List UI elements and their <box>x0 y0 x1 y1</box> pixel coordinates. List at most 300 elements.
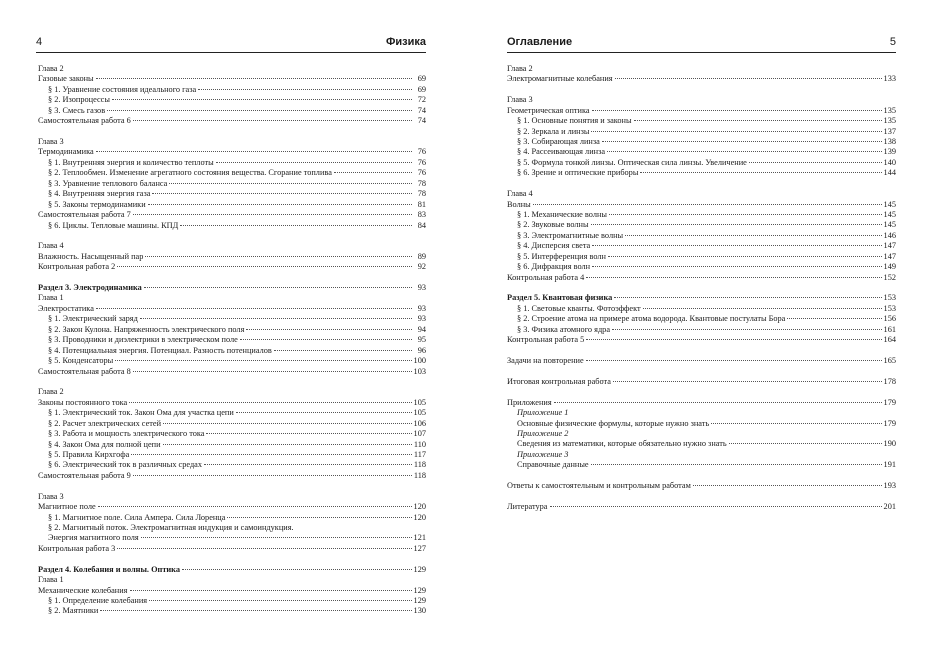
toc-dot-leader <box>133 119 412 121</box>
toc-entry <box>507 106 896 116</box>
toc-entry <box>507 210 896 220</box>
toc-entry <box>38 252 426 262</box>
toc-entry-page: 89 <box>417 251 426 261</box>
toc-entry <box>507 252 896 262</box>
toc-dot-leader <box>729 442 882 444</box>
toc-entry-page: 120 <box>413 512 426 522</box>
toc-dot-leader <box>66 496 412 497</box>
toc-entry <box>507 273 896 283</box>
toc-entry-page: 93 <box>417 314 426 324</box>
toc-entry <box>507 147 896 157</box>
toc-dot-leader <box>145 255 412 257</box>
toc-dot-leader <box>117 265 412 267</box>
toc-dot-leader <box>711 422 881 424</box>
toc-entry-page: 103 <box>413 366 426 376</box>
toc-entry-page: 118 <box>413 460 426 470</box>
toc-dot-leader <box>112 98 412 100</box>
toc-entry <box>38 596 426 606</box>
toc-entry-title: Глава 2 <box>38 387 64 397</box>
toc-entry-page: 129 <box>413 585 426 595</box>
toc-entry-page: 105 <box>413 408 426 418</box>
toc-entry-page: 153 <box>883 303 896 313</box>
toc-entry-page: 152 <box>883 272 896 282</box>
toc-entry <box>38 325 426 335</box>
toc-entry-title: Электромагнитные колебания <box>507 74 613 84</box>
toc-entry-page: 93 <box>417 303 426 313</box>
toc-dot-leader <box>66 245 412 246</box>
toc-entry-title: Самостоятельная работа 7 <box>38 210 131 220</box>
toc-entry-title: Сведения из математики, которые обязательно нужно знать <box>517 439 727 449</box>
toc-entry-page: 129 <box>413 596 426 606</box>
toc-entry-title: Раздел 3. Электродинамика <box>38 283 142 293</box>
toc-entry-page: 130 <box>413 606 426 616</box>
toc-entry-title: § 3. Физика атомного ядра <box>517 324 610 334</box>
toc-dot-leader <box>533 203 882 205</box>
toc-entry <box>38 314 426 324</box>
toc-dot-leader <box>169 182 412 184</box>
toc-dot-leader <box>129 401 411 403</box>
toc-dot-leader <box>592 244 881 246</box>
toc-dot-leader <box>535 99 882 100</box>
toc-dot-leader <box>586 338 881 340</box>
toc-entry-page: 201 <box>883 502 896 511</box>
toc-entry-title: Приложение 1 <box>517 408 569 418</box>
toc-entry <box>507 429 896 439</box>
toc-entry <box>507 64 896 74</box>
toc-dot-leader <box>609 213 882 215</box>
toc-dot-leader <box>152 192 412 194</box>
toc-entry <box>507 241 896 251</box>
toc-entry <box>38 367 426 377</box>
toc-entry-page: 105 <box>413 397 426 407</box>
toc-entry-title: Раздел 4. Колебания и волны. Оптика <box>38 564 180 574</box>
toc-entry-page: 74 <box>417 105 426 115</box>
toc-dot-leader <box>615 77 882 79</box>
toc-dot-leader <box>607 150 882 152</box>
toc-dot-leader <box>198 88 412 90</box>
toc-entry-title: Основные физические формулы, которые нужно знать <box>517 418 710 428</box>
toc-entry-title: § 5. Конденсаторы <box>48 356 114 366</box>
toc-dot-leader <box>66 297 412 298</box>
toc-entry <box>507 158 896 168</box>
page-number: 4 <box>36 36 43 48</box>
toc-dot-leader <box>570 412 882 413</box>
toc-dot-leader <box>163 443 412 445</box>
toc-entry <box>507 231 896 241</box>
toc-dot-leader <box>141 536 412 538</box>
toc-entry <box>38 85 426 95</box>
toc-entry <box>38 200 426 210</box>
toc-entry-title: Механические колебания <box>38 585 128 595</box>
toc-entry-page: 137 <box>883 126 896 136</box>
toc-entry-page: 138 <box>883 137 896 147</box>
toc-entry <box>38 64 426 74</box>
toc-dot-leader <box>586 359 882 361</box>
toc-entry-title: Глава 2 <box>507 64 533 73</box>
toc-dot-leader <box>570 454 882 455</box>
toc-entry <box>38 460 426 470</box>
toc-entry-title: § 4. Рассеивающая линза <box>517 147 606 157</box>
toc-entry <box>38 502 426 512</box>
toc-entry-title: § 3. Смесь газов <box>48 105 106 115</box>
toc-entry-page: 107 <box>413 429 426 439</box>
toc-dot-leader <box>130 589 412 591</box>
toc-entry <box>38 492 426 502</box>
toc-entry-page: 81 <box>417 199 426 209</box>
toc-entry-title: § 5. Законы термодинамики <box>48 199 146 209</box>
toc-entry-title: § 5. Правила Кирхгофа <box>48 450 130 459</box>
toc-entry <box>38 440 426 450</box>
toc-entry-page: 161 <box>883 324 896 334</box>
toc-dot-leader <box>96 307 412 309</box>
toc-entry-title: Глава 1 <box>38 575 64 585</box>
toc-entry-title: § 4. Потенциальная энергия. Потенциал. Разность потенциалов <box>48 345 272 355</box>
toc-entry-title: § 2. Расчет электрических сетей <box>48 418 162 428</box>
toc-entry <box>38 179 426 189</box>
toc-entry-page: 139 <box>883 147 896 157</box>
toc-entry-title: § 4. Внутренняя энергия газа <box>48 189 151 199</box>
toc-entry-title: § 3. Уравнение теплового баланса <box>48 178 168 188</box>
toc-entry <box>507 293 896 303</box>
toc-entry-title: § 3. Электромагнитные волны <box>517 230 624 240</box>
toc-entry-page: 118 <box>413 470 426 480</box>
toc-dot-leader <box>204 463 412 465</box>
toc-entry-page: 129 <box>413 564 426 574</box>
toc-entry-title: § 1. Внутренняя энергия и количество теплоты <box>48 157 214 167</box>
toc-dot-leader <box>117 547 411 549</box>
toc-entry <box>507 262 896 272</box>
toc-dot-leader <box>66 579 412 580</box>
toc-entry <box>38 95 426 105</box>
toc-entry <box>38 387 426 397</box>
toc-entry-page: 110 <box>413 439 426 449</box>
toc-entry <box>38 346 426 356</box>
toc-entry <box>38 116 426 126</box>
toc-dot-leader <box>206 432 411 434</box>
toc-entry-title: § 2. Изопроцессы <box>48 95 110 105</box>
toc-entry-page: 179 <box>883 418 896 428</box>
toc-entry <box>38 586 426 596</box>
toc-entry <box>507 356 896 366</box>
toc-entry-title: § 6. Зрение и оптические приборы <box>517 168 639 178</box>
toc-dot-leader <box>96 77 412 79</box>
toc-entry-page: 74 <box>417 116 426 126</box>
toc-entry <box>507 127 896 137</box>
toc-entry <box>38 575 426 585</box>
toc-entry <box>38 419 426 429</box>
page-header <box>36 36 426 53</box>
toc-entry <box>507 220 896 230</box>
toc-entry-page: 140 <box>883 157 896 167</box>
toc-entry-page: 144 <box>883 168 896 178</box>
toc-dot-leader <box>613 380 882 382</box>
toc-entry-page: 156 <box>883 314 896 324</box>
toc-dot-leader <box>592 265 881 267</box>
toc-entry-title: Магнитное поле <box>38 502 96 512</box>
toc-entry-page: 92 <box>417 262 426 272</box>
toc-entry-page: 145 <box>883 210 896 220</box>
toc-dot-leader <box>550 505 882 507</box>
toc-dot-leader <box>148 203 412 205</box>
toc-entry-page: 100 <box>413 356 426 366</box>
toc-entry-title: § 2. Закон Кулона. Напряженность электрического поля <box>48 324 245 334</box>
toc-entry-title: Энергия магнитного поля <box>48 533 139 543</box>
toc-dot-leader <box>140 317 412 319</box>
toc-entry-page: 93 <box>417 283 426 293</box>
toc-dot-leader <box>66 68 412 69</box>
toc-entry-title: Самостоятельная работа 6 <box>38 116 131 126</box>
toc-entry <box>507 200 896 210</box>
toc-dot-leader <box>334 171 412 173</box>
toc-entry <box>38 606 426 616</box>
toc-entry-title: § 6. Циклы. Тепловые машины. КПД <box>48 220 179 230</box>
toc-entry-title: Волны <box>507 199 531 209</box>
toc-entry-title: § 4. Закон Ома для полной цепи <box>48 439 161 449</box>
toc-entry-page: 78 <box>417 178 426 188</box>
toc-entry <box>507 116 896 126</box>
toc-entry <box>507 168 896 178</box>
toc-entry <box>507 481 896 491</box>
toc-entry-page: 117 <box>413 450 426 459</box>
table-of-contents <box>38 64 426 617</box>
toc-entry-page: 120 <box>413 502 426 512</box>
toc-entry-page: 76 <box>417 157 426 167</box>
toc-entry-title: § 5. Интерференция волн <box>517 251 606 261</box>
toc-entry <box>507 74 896 84</box>
toc-dot-leader <box>625 234 881 236</box>
toc-entry-page: 95 <box>417 335 426 345</box>
toc-dot-leader <box>133 213 412 215</box>
toc-entry-page: 190 <box>883 439 896 449</box>
toc-entry-title: Раздел 5. Квантовая физика <box>507 293 613 303</box>
toc-dot-leader <box>107 109 412 111</box>
running-title: Оглавление <box>507 36 573 48</box>
toc-dot-leader <box>240 338 412 340</box>
toc-entry-page: 153 <box>883 293 896 303</box>
toc-entry <box>38 356 426 366</box>
toc-dot-leader <box>693 484 882 486</box>
toc-entry-title: Задачи на повторение <box>507 356 584 366</box>
toc-entry-title: Электростатика <box>38 303 94 313</box>
toc-entry <box>38 241 426 251</box>
toc-entry <box>38 137 426 147</box>
toc-entry-title: Газовые законы <box>38 74 94 84</box>
toc-entry-title: § 1. Электрический ток. Закон Ома для участка цепи <box>48 408 234 418</box>
toc-entry-title: § 2. Звуковые волны <box>517 220 589 230</box>
toc-entry <box>507 95 896 105</box>
toc-dot-leader <box>182 568 412 570</box>
toc-entry-title: Влажность. Насыщенный пар <box>38 251 144 261</box>
toc-entry-title: § 1. Магнитное поле. Сила Ампера. Сила Лоренца <box>48 512 226 522</box>
running-title: Физика <box>385 36 426 48</box>
toc-entry-title: § 1. Основные понятия и законы <box>517 116 632 126</box>
page-number: 5 <box>889 36 896 48</box>
toc-dot-leader <box>180 224 412 226</box>
toc-dot-leader <box>586 276 881 278</box>
toc-entry <box>38 158 426 168</box>
toc-entry <box>507 460 896 470</box>
toc-entry <box>38 523 426 533</box>
toc-dot-leader <box>66 391 412 392</box>
toc-entry-page: 191 <box>883 460 896 470</box>
toc-entry-page: 76 <box>417 147 426 157</box>
toc-dot-leader <box>592 109 882 111</box>
toc-entry-page: 164 <box>883 335 896 345</box>
toc-entry-page: 193 <box>883 481 896 491</box>
toc-entry-title: Глава 3 <box>38 491 64 501</box>
toc-entry-title: § 2. Строение атома на примере атома водорода. Квантовые постулаты Бора <box>517 314 786 324</box>
toc-entry-title: Итоговая контрольная работа <box>507 376 611 386</box>
toc-dot-leader <box>570 433 882 434</box>
toc-entry-page: 94 <box>417 324 426 334</box>
toc-dot-leader <box>246 328 412 330</box>
toc-dot-leader <box>163 422 412 424</box>
toc-dot-leader <box>612 328 882 330</box>
toc-entry-title: Контрольная работа 3 <box>38 543 116 553</box>
toc-entry <box>38 106 426 116</box>
toc-entry <box>38 544 426 554</box>
toc-entry <box>38 335 426 345</box>
toc-entry-title: Приложение 2 <box>517 429 569 439</box>
toc-entry-page: 145 <box>883 199 896 209</box>
toc-entry <box>38 168 426 178</box>
toc-dot-leader <box>98 505 412 507</box>
toc-entry-page: 146 <box>883 230 896 240</box>
toc-entry-title: § 1. Механические волны <box>517 210 607 220</box>
toc-entry-title: § 2. Маятники <box>48 606 99 616</box>
toc-entry-page: 84 <box>417 220 426 230</box>
toc-dot-leader <box>296 527 412 528</box>
toc-entry <box>38 283 426 293</box>
toc-entry-title: Глава 4 <box>38 241 64 251</box>
toc-dot-leader <box>554 401 882 403</box>
toc-entry <box>38 471 426 481</box>
toc-dot-leader <box>602 140 882 142</box>
toc-entry-page: 179 <box>883 397 896 407</box>
toc-entry-title: § 3. Работа и мощность электрического тока <box>48 429 205 439</box>
toc-dot-leader <box>787 317 881 319</box>
toc-entry-title: Законы постоянного тока <box>38 397 128 407</box>
toc-dot-leader <box>66 141 412 142</box>
toc-entry <box>507 137 896 147</box>
toc-entry-page: 106 <box>413 418 426 428</box>
toc-entry <box>507 189 896 199</box>
toc-entry <box>38 429 426 439</box>
toc-entry-page: 147 <box>883 241 896 251</box>
toc-dot-leader <box>591 130 881 132</box>
toc-entry <box>507 314 896 324</box>
toc-entry-title: § 5. Формула тонкой линзы. Оптическая сила линзы. Увеличение <box>517 157 747 167</box>
toc-entry <box>38 293 426 303</box>
toc-entry-title: Самостоятельная работа 9 <box>38 470 131 480</box>
toc-entry-title: § 3. Проводники и диэлектрики в электрическом поле <box>48 335 238 345</box>
toc-entry <box>38 189 426 199</box>
toc-entry-page: 127 <box>413 543 426 553</box>
toc-entry-title: § 2. Теплообмен. Изменение агрегатного состояния вещества. Сгорание топлива <box>48 168 332 178</box>
toc-entry-page: 147 <box>883 251 896 261</box>
toc-entry-title: Термодинамика <box>38 147 94 157</box>
toc-entry-title: Геометрическая оптика <box>507 105 590 115</box>
toc-entry <box>38 398 426 408</box>
toc-dot-leader <box>535 68 882 69</box>
toc-entry-title: § 1. Уравнение состояния идеального газа <box>48 84 197 94</box>
toc-dot-leader <box>614 296 881 298</box>
toc-entry-title: Глава 2 <box>38 64 64 73</box>
toc-dot-leader <box>144 286 412 288</box>
toc-entry-title: Глава 3 <box>38 137 64 147</box>
toc-entry-title: Самостоятельная работа 8 <box>38 366 131 376</box>
toc-dot-leader <box>643 307 882 309</box>
toc-entry-title: § 6. Дифракция волн <box>517 262 591 272</box>
toc-entry <box>507 408 896 418</box>
toc-entry-title: § 6. Электрический ток в различных средах <box>48 460 202 470</box>
toc-entry <box>507 398 896 408</box>
toc-entry <box>38 262 426 272</box>
toc-entry-page: 135 <box>883 105 896 115</box>
toc-dot-leader <box>535 193 882 194</box>
toc-dot-leader <box>133 370 412 372</box>
toc-entry-title: Контрольная работа 2 <box>38 262 116 272</box>
toc-entry <box>507 450 896 460</box>
toc-entry <box>38 74 426 84</box>
toc-dot-leader <box>133 474 412 476</box>
toc-dot-leader <box>591 223 882 225</box>
table-of-contents <box>507 64 896 512</box>
toc-dot-leader <box>274 349 412 351</box>
toc-dot-leader <box>634 119 882 121</box>
toc-entry-title: Ответы к самостоятельным и контрольным работам <box>507 481 691 491</box>
toc-entry <box>38 513 426 523</box>
toc-entry-page: 72 <box>417 95 426 105</box>
toc-dot-leader <box>131 453 412 455</box>
toc-dot-leader <box>227 516 411 518</box>
toc-entry <box>38 408 426 418</box>
toc-dot-leader <box>608 255 882 257</box>
toc-entry <box>507 335 896 345</box>
toc-dot-leader <box>591 463 882 465</box>
toc-entry-title: Глава 1 <box>38 293 64 303</box>
toc-entry-page: 78 <box>417 189 426 199</box>
toc-entry-page: 121 <box>413 533 426 543</box>
toc-entry <box>507 304 896 314</box>
toc-entry-title: § 3. Собирающая линза <box>517 137 600 147</box>
toc-entry <box>38 450 426 460</box>
toc-entry-title: Справочные данные <box>517 460 589 470</box>
toc-entry <box>38 533 426 543</box>
toc-entry-title: Контрольная работа 5 <box>507 335 585 345</box>
toc-dot-leader <box>749 161 882 163</box>
toc-entry-title: Контрольная работа 4 <box>507 272 585 282</box>
toc-entry <box>507 502 896 512</box>
toc-entry-title: § 1. Электрический заряд <box>48 314 138 324</box>
toc-entry <box>507 377 896 387</box>
toc-dot-leader <box>236 411 412 413</box>
toc-entry <box>38 210 426 220</box>
toc-dot-leader <box>100 609 411 611</box>
toc-entry <box>38 565 426 575</box>
toc-entry-page: 145 <box>883 220 896 230</box>
toc-entry-page: 76 <box>417 168 426 178</box>
toc-entry-page: 69 <box>417 84 426 94</box>
toc-dot-leader <box>640 171 881 173</box>
toc-dot-leader <box>216 161 412 163</box>
toc-entry-title: Глава 4 <box>507 189 533 199</box>
toc-entry <box>38 221 426 231</box>
toc-entry-title: § 2. Магнитный поток. Электромагнитная индукция и самоиндукция. <box>48 523 294 533</box>
toc-entry-title: Приложение 3 <box>517 449 569 459</box>
toc-entry-page: 178 <box>883 376 896 386</box>
toc-entry-page: 149 <box>883 262 896 272</box>
